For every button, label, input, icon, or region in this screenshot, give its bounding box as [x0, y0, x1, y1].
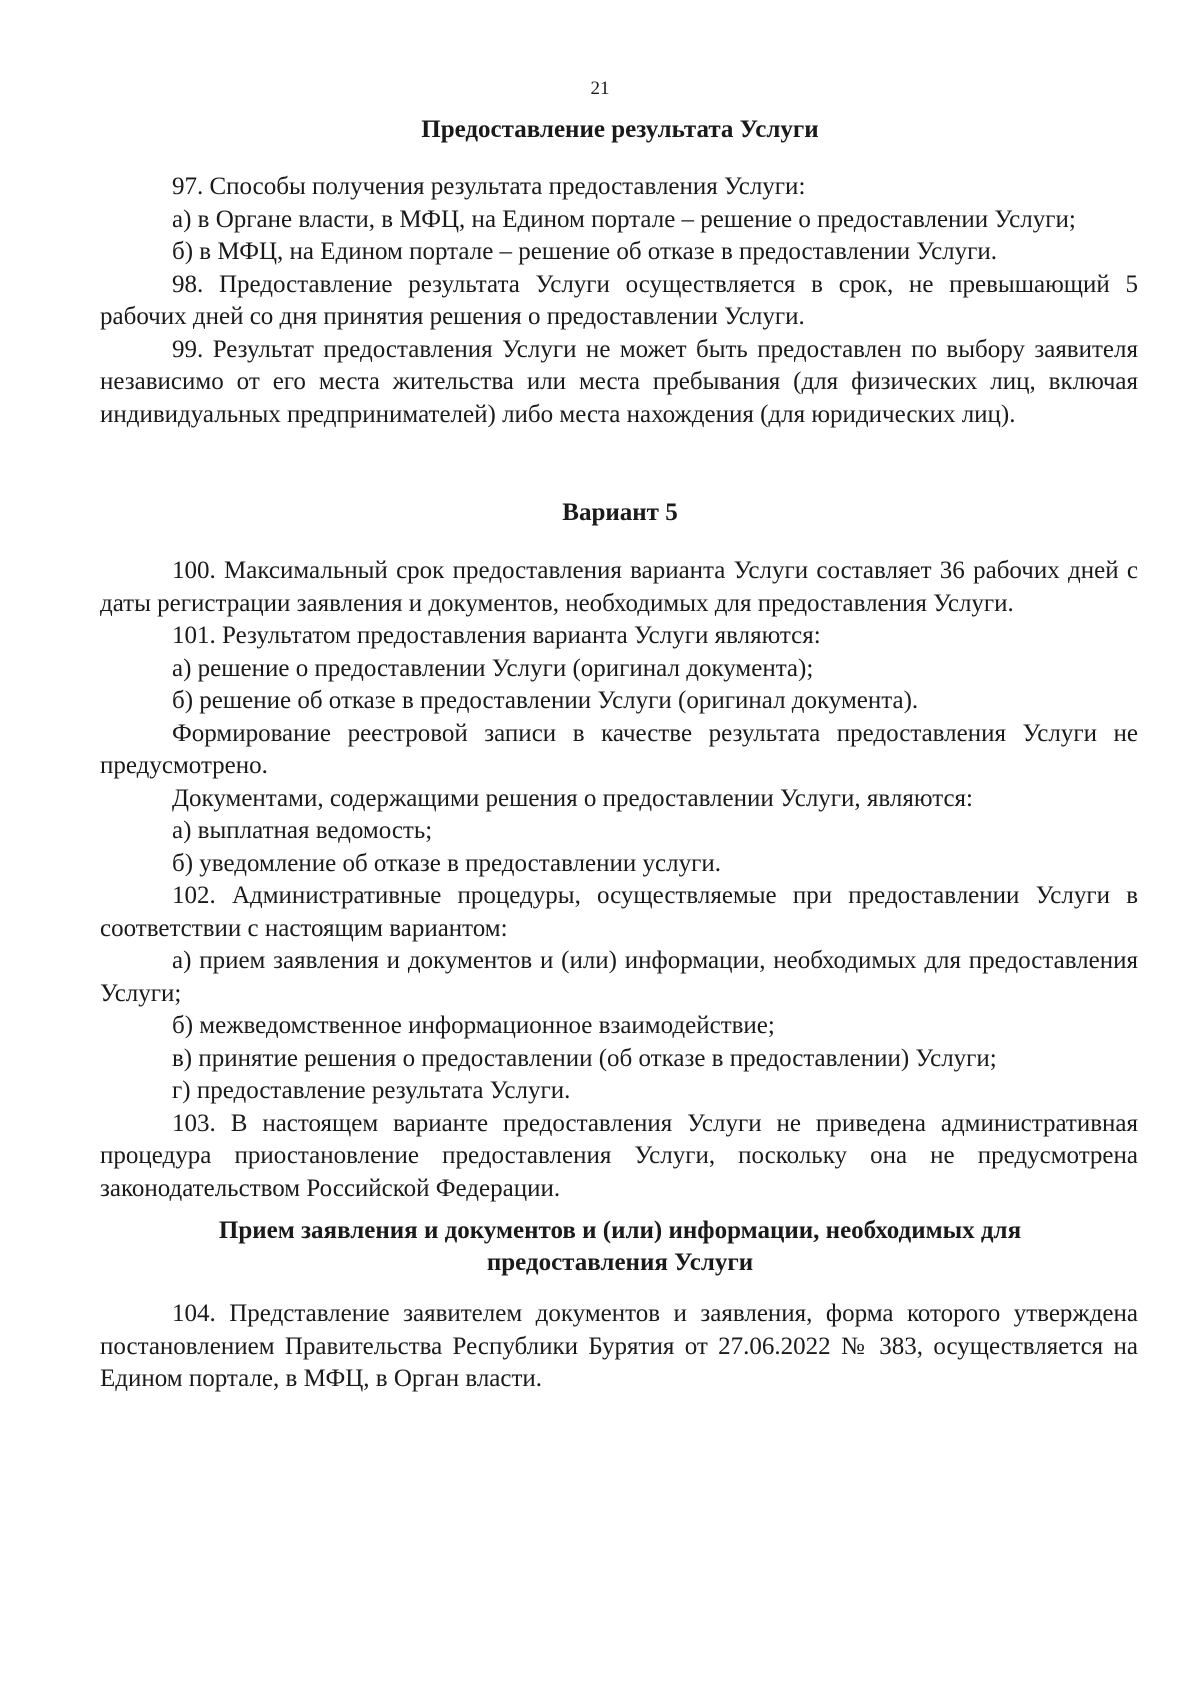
paragraph-102-a: а) прием заявления и документов и (или) информации, необходимых для предоставления Услуги;	[100, 947, 1138, 1007]
paragraph-101: 101. Результатом предоставления варианта Услуги являются:	[172, 622, 821, 649]
paragraph-99: 99. Результат предоставления Услуги не может быть предоставлен по выбору заявителя независимо от его места жительства или места пребывания (для физических лиц, включая индивидуальных предпринимателей) либо места нахождения (для юридических лиц).	[100, 335, 1138, 428]
paragraph-102: 102. Административные процедуры, осуществляемые при предоставлении Услуги в соответствии с настоящим вариантом:	[100, 882, 1138, 942]
paragraph-101-a: а) решение о предоставлении Услуги (оригинал документа);	[172, 654, 814, 682]
section-heading-variant-5: Вариант 5	[562, 499, 678, 526]
section-heading-application-line-2: предоставления Услуги	[486, 1249, 754, 1276]
paragraph-102-b: б) межведомственное информационное взаимодействие;	[172, 1012, 775, 1039]
section-heading-application	[100, 1215, 1140, 1279]
section-application-body	[100, 1298, 1138, 1396]
section-variant-5-body	[100, 555, 1138, 1205]
paragraph-97-b: б) в МФЦ, на Едином портале – решение об отказе в предоставлении Услуги.	[172, 238, 998, 265]
paragraph-decision-docs-a: а) выплатная ведомость;	[172, 817, 433, 844]
paragraph-97-a: а) в Органе власти, в МФЦ, на Едином портале – решение о предоставлении Услуги;	[172, 205, 1076, 233]
paragraph-decision-docs: Документами, содержащими решения о предоставлении Услуги, являются:	[172, 784, 973, 812]
paragraph-103: 103. В настоящем варианте предоставления Услуги не приведена административная процедура приостановление предоставления Услуги, поскольку она не предусмотрена законодательством Российской Федерации.	[100, 1109, 1138, 1202]
paragraph-registry-note: Формирование реестровой записи в качестве результата предоставления Услуги не предусмотрено.	[100, 719, 1138, 779]
page-number: 21	[590, 78, 610, 99]
section-heading-result: Предоставление результата Услуги	[421, 116, 819, 143]
section-result-body	[100, 171, 1138, 431]
paragraph-101-b: б) решение об отказе в предоставлении Услуги (оригинал документа).	[172, 687, 919, 714]
paragraph-102-c: в) принятие решения о предоставлении (об отказе в предоставлении) Услуги;	[172, 1044, 997, 1072]
section-heading-application-line-1: Прием заявления и документов и (или) информации, необходимых для	[218, 1217, 1022, 1244]
paragraph-102-d: г) предоставление результата Услуги.	[172, 1077, 571, 1104]
paragraph-100: 100. Максимальный срок предоставления варианта Услуги составляет 36 рабочих дней с даты регистрации заявления и документов, необходимых для предоставления Услуги.	[100, 557, 1138, 617]
paragraph-decision-docs-b: б) уведомление об отказе в предоставлении услуги.	[172, 849, 721, 877]
paragraph-97: 97. Способы получения результата предоставления Услуги:	[172, 173, 806, 200]
paragraph-104: 104. Представление заявителем документов и заявления, форма которого утверждена постановлением Правительства Республики Бурятия от 27.06.2022 № 383, осуществляется на Едином портале, в МФЦ, в Орган власти.	[100, 1300, 1138, 1392]
paragraph-98: 98. Предоставление результата Услуги осуществляется в срок, не превышающий 5 рабочих дней со дня принятия решения о предоставлении Услуги.	[100, 270, 1138, 330]
